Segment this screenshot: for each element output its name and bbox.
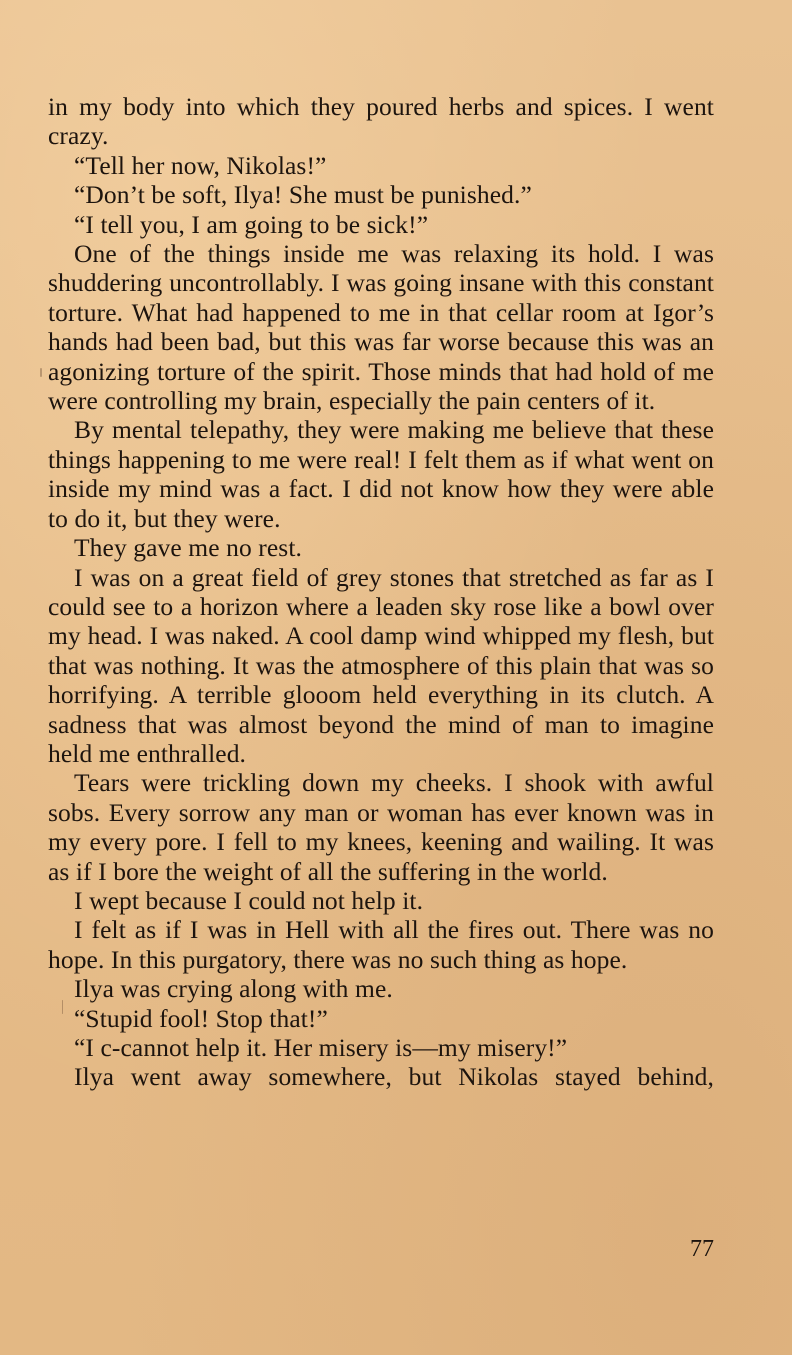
paragraph: By mental telepathy, they were making me believe that these things happening to me were real! I felt them as if what went on inside my mind was a fact. I did not know how they were able to do it, but they were. [48,415,714,533]
paragraph: “Tell her now, Nikolas!” [74,150,327,180]
paragraph: “I tell you, I am going to be sick!” [74,209,429,239]
paragraph: They gave me no rest. [74,533,302,563]
paragraph: in my body into which they poured herbs and spices. I went crazy. [48,92,714,151]
paragraph: “Don’t be soft, Ilya! She must be punished.” [74,180,532,210]
paper-speck [62,1000,63,1014]
book-page [48,92,714,1352]
paragraph: One of the things inside me was relaxing its hold. I was shuddering uncontrollably. I was going insane with this constant torture. What had happened to me in that cellar room at Igor’s hands had been bad, but this was far worse because this was an agonizing torture of the spirit. Those minds that had hold of me were controlling my brain, especially the pain centers of it. [48,239,714,416]
page-text [48,92,714,1092]
page-number: 77 [690,1236,714,1262]
paper-speck [40,368,42,377]
paragraph: I wept because I could not help it. [74,885,424,915]
paragraph: “I c-cannot help it. Her misery is—my misery!” [74,1033,568,1062]
paragraph: I was on a great field of grey stones that stretched as far as I could see to a horizon where a leaden sky rose like a bowl over my head. I was naked. A cool damp wind whipped my flesh, but that was nothing. It was the atmosphere of this plain that was so horrifying. A terrible glooom held everything in its clutch. A sadness that was almost beyond the mind of man to imagine held me enthralled. [48,562,714,768]
paragraph: Ilya was crying along with me. [74,974,393,1004]
paragraph: I felt as if I was in Hell with all the fires out. There was no hope. In this purgatory, there was no such thing as hope. [48,915,714,974]
paragraph: Ilya went away somewhere, but Nikolas stayed behind, [74,1062,714,1092]
paragraph: “Stupid fool! Stop that!” [74,1003,328,1033]
paragraph: Tears were trickling down my cheeks. I shook with awful sobs. Every sorrow any man or woman has ever known was in my every pore. I fell to my knees, keening and wailing. It was as if I bore the weight of all the suffering in the world. [48,768,714,886]
